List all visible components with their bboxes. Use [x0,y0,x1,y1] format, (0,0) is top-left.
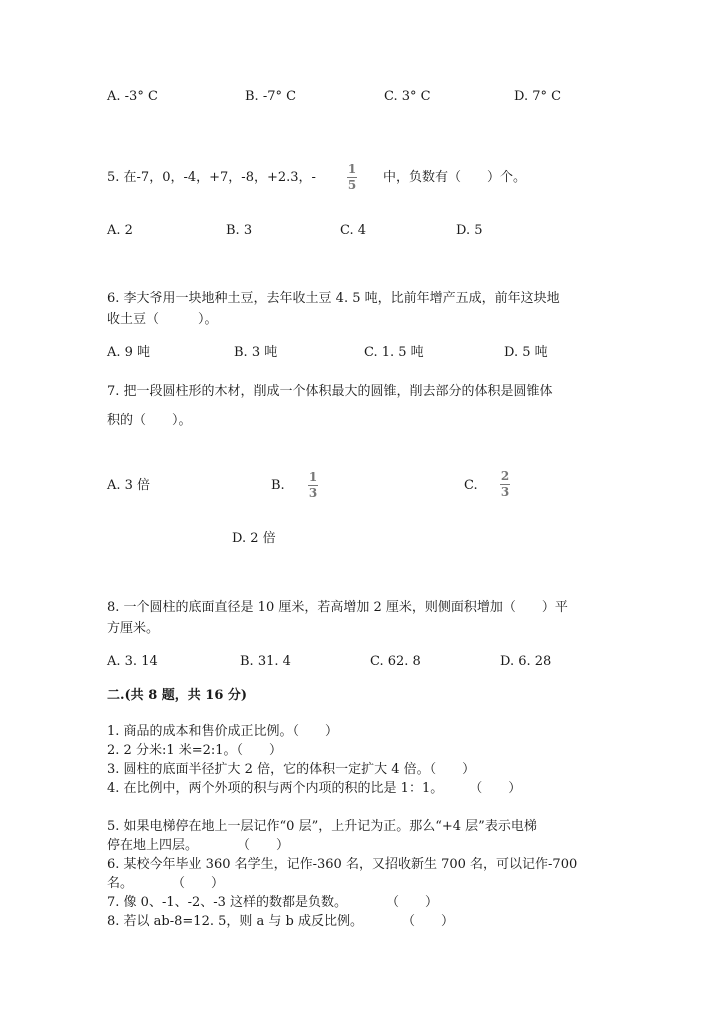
q7-option-c-denominator: 3 [500,485,510,499]
q4-option-c: C. 3° C [384,89,431,104]
judgment-item-6-line2: 名。 （ ） [107,876,225,891]
q7-option-c-fraction [500,470,510,499]
q7-option-b-numerator: 1 [308,470,318,484]
q5-fraction-numerator: 1 [347,162,357,176]
judgment-item-3: 3. 圆柱的底面半径扩大 2 倍，它的体积一定扩大 4 倍。（ ） [107,762,476,777]
q6-option-b: B. 3 吨 [234,345,278,360]
q5-stem-before: 5. 在-7，0，-4，+7，-8，+2.3，- [107,170,316,185]
q5-option-b: B. 3 [226,223,253,238]
q4-option-a: A. -3° C [107,89,158,104]
judgment-item-4: 4. 在比例中，两个外项的积与两个内项的积的比是 1：1。 （ ） [107,781,522,796]
q5-option-a: A. 2 [107,223,133,238]
q7-option-b-fraction [308,471,318,500]
q5-fraction [347,163,357,192]
judgment-item-5-line1: 5. 如果电梯停在地上一层记作“0 层”，上升记为正。那么“+4 层”表示电梯 [107,819,537,834]
q8-option-a: A. 3. 14 [107,654,158,669]
q5-stem-after: 中，负数有（ ）个。 [383,170,527,185]
q8-option-c: C. 62. 8 [370,654,421,669]
judgment-item-8: 8. 若以 ab-8=12. 5，则 a 与 b 成反比例。 （ ） [107,914,454,929]
q7-option-d: D. 2 倍 [232,531,276,546]
judgment-item-1: 1. 商品的成本和售价成正比例。（ ） [107,724,339,739]
q5-fraction-denominator: 5 [347,178,357,192]
judgment-item-5-line2: 停在地上四层。 （ ） [107,838,290,853]
section-2-heading: 二.(共 8 题，共 16 分) [107,688,248,703]
q7-option-b-denominator: 3 [308,486,318,500]
q8-stem-line2: 方厘米。 [107,621,160,636]
q7-stem-line1: 7. 把一段圆柱形的木材，削成一个体积最大的圆锥，削去部分的体积是圆锥体 [107,384,553,399]
q7-option-c-label: C. [464,478,478,493]
q7-option-b-label: B. [271,478,285,493]
q6-stem-line2: 收土豆（ ）。 [107,312,218,327]
q7-option-c-numerator: 2 [500,469,510,483]
q7-stem-line2: 积的（ ）。 [107,413,192,428]
q6-option-a: A. 9 吨 [107,345,151,360]
q6-option-c: C. 1. 5 吨 [364,345,424,360]
judgment-item-6-line1: 6. 某校今年毕业 360 名学生，记作-360 名，又招收新生 700 名，可以记作-700 [107,857,578,872]
judgment-item-2: 2. 2 分米:1 米=2:1。（ ） [107,743,283,758]
q4-option-b: B. -7° C [245,89,297,104]
q8-option-d: D. 6. 28 [500,654,552,669]
q8-option-b: B. 31. 4 [240,654,291,669]
judgment-item-7: 7. 像 0、-1、-2、-3 这样的数都是负数。 （ ） [107,895,439,910]
q6-option-d: D. 5 吨 [504,345,548,360]
q8-stem-line1: 8. 一个圆柱的底面直径是 10 厘米，若高增加 2 厘米，则侧面积增加（ ）平 [107,600,568,615]
q7-option-a: A. 3 倍 [107,478,151,493]
q5-option-c: C. 4 [340,223,367,238]
q4-option-d: D. 7° C [514,89,562,104]
q5-option-d: D. 5 [456,223,483,238]
q6-stem-line1: 6. 李大爷用一块地种土豆，去年收土豆 4. 5 吨，比前年增产五成，前年这块地 [107,291,560,306]
